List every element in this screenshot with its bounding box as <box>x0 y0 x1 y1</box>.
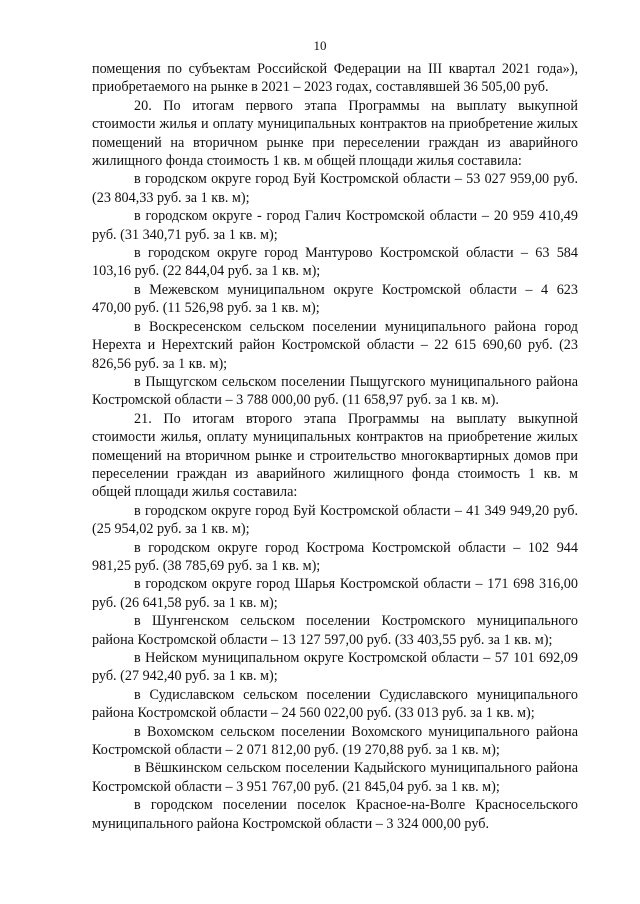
paragraph: в Пыщугском сельском поселении Пыщугского муниципального района Костромской области – 3 788 000,00 руб. (11 658,97 руб. за 1 кв. м). <box>92 373 578 409</box>
paragraph: в городском округе город Шарья Костромской области – 171 698 316,00 руб. (26 641,58 руб. за 1 кв. м); <box>92 576 578 611</box>
paragraph: 20. По итогам первого этапа Программы на выплату выкупной стоимости жилья и оплату муниципальных контрактов на приобретение жилых помещений на вторичном рынке при переселении граждан из аварийного жилищного фонда стоимость 1 кв. м общей площади жилья составила: <box>92 97 578 170</box>
page-number: 10 <box>313 38 327 53</box>
document-body <box>92 60 578 833</box>
paragraph: в Воскресенском сельском поселении муниципального района город Нерехта и Нерехтский район Костромской области – 22 615 690,60 руб. (23 826,56 руб. за 1 кв. м); <box>92 318 578 372</box>
paragraph: 21. По итогам второго этапа Программы на выплату выкупной стоимости жилья, оплату муниципальных контрактов на приобретение жилых помещений на вторичном рынке и строительство многоквартирных домов при переселении граждан из аварийного жилищного фонда стоимость 1 кв. м общей площади жилья составила: <box>92 410 578 501</box>
paragraph: в Межевском муниципальном округе Костромской области – 4 623 470,00 руб. (11 526,98 руб. за 1 кв. м); <box>92 281 578 317</box>
paragraph: в Шунгенском сельском поселении Костромского муниципального района Костромской области – 13 127 597,00 руб. (33 403,55 руб. за 1 кв. м); <box>92 613 578 648</box>
paragraph: в городском округе город Кострома Костромской области – 102 944 981,25 руб. (38 785,69 руб. за 1 кв. м); <box>92 539 578 574</box>
paragraph: в Судиславском сельском поселении Судиславского муниципального района Костромской области – 24 560 022,00 руб. (33 013 руб. за 1 кв. м); <box>92 686 578 722</box>
paragraph: в Вохомском сельском поселении Вохомского муниципального района Костромской области – 2 071 812,00 руб. (19 270,88 руб. за 1 кв. м); <box>92 723 578 759</box>
paragraph: в городском округе город Буй Костромской области – 41 349 949,20 руб. (25 954,02 руб. за 1 кв. м); <box>92 502 578 538</box>
paragraph: в городском округе город Буй Костромской области – 53 027 959,00 руб. (23 804,33 руб. за 1 кв. м); <box>92 171 578 206</box>
paragraph: в Нейском муниципальном округе Костромской области – 57 101 692,09 руб. (27 942,40 руб. за 1 кв. м); <box>92 650 578 685</box>
paragraph: в Вёшкинском сельском поселении Кадыйского муниципального района Костромской области – 3 951 767,00 руб. (21 845,04 руб. за 1 кв. м); <box>92 760 578 795</box>
paragraph: в городском округе город Мантурово Костромской области – 63 584 103,16 руб. (22 844,04 руб. за 1 кв. м); <box>92 245 578 280</box>
paragraph: в городском округе - город Галич Костромской области – 20 959 410,49 руб. (31 340,71 руб. за 1 кв. м); <box>92 208 578 243</box>
paragraph: помещения по субъектам Российской Федерации на III квартал 2021 года»), приобретаемого на рынке в 2021 – 2023 годах, составлявшей 36 505,00 руб. <box>92 61 578 96</box>
paragraph: в городском поселении поселок Красное-на-Волге Красносельского муниципального района Костромской области – 3 324 000,00 руб. <box>92 797 578 832</box>
